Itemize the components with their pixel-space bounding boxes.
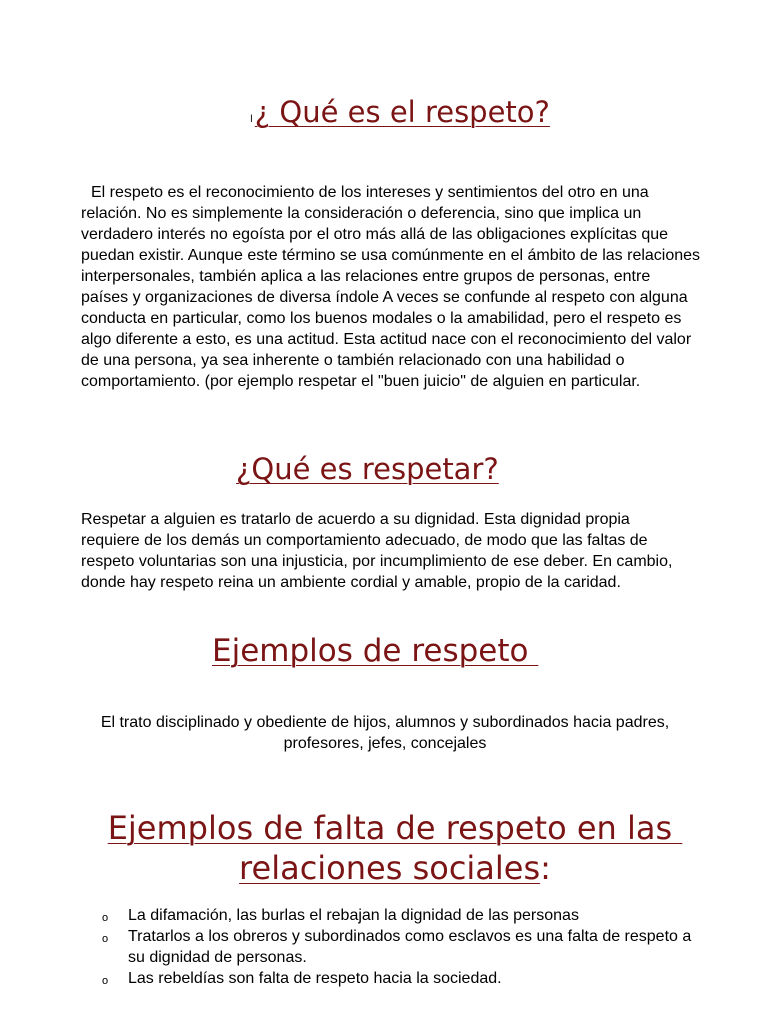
bullet-icon: o (102, 975, 109, 987)
list-item (100, 905, 700, 926)
list-item (100, 926, 700, 968)
paragraph-respetar: Respetar a alguien es tratarlo de acuerdo a su dignidad. Esta dignidad propia requiere de los demás un comportamiento adecuado, de modo que las faltas de respeto voluntarias son una injusticia, por incumplimiento de ese deber. En cambio, donde hay respeto reina un ambiente cordial y amable, propio de la caridad. (81, 511, 673, 591)
heading-ejemplos-de-respeto: Ejemplos de respeto (212, 633, 539, 669)
heading-line-1: Ejemplos de falta de respeto en las (107, 809, 683, 847)
bullet-icon: o (102, 912, 109, 924)
paragraph-definicion-respeto: El respeto es el reconocimiento de los intereses y sentimientos del otro en una relación. No es simplemente la consideración o deferencia, sino que implica un verdadero interés no egoísta por el otro más allá de las obligaciones explícitas que puedan existir. Aunque este término se usa comúnmente en el ámbito de las relaciones interpersonales, también aplica a las relaciones entre grupos de personas, entre países y organizaciones de diversa índole A veces se confunde al respeto con alguna conducta en particular, como los buenos modales o la amabilidad, pero el respeto es algo diferente a esto, es una actitud. Esta actitud nace con el reconocimiento del valor de una persona, ya sea inherente o también relacionado con una habilidad o comportamiento. (por ejemplo respetar el "buen juicio" de alguien en particular. (81, 184, 701, 390)
heading-ejemplos-falta-respeto (40, 808, 750, 888)
heading-que-es-respetar: ¿Qué es respetar? (236, 452, 499, 486)
lista-faltas-respeto (100, 905, 700, 989)
list-item-text: Tratarlos a los obreros y subordinados como esclavos es una falta de respeto a su dignidad de personas. (128, 928, 692, 966)
paragraph-ejemplo-respeto: El trato disciplinado y obediente de hijos, alumnos y subordinados hacia padres, profesores, jefes, concejales (100, 714, 670, 752)
heading-text: ¿ Qué es el respeto? (254, 95, 550, 129)
list-item-text: Las rebeldías son falta de respeto hacia la sociedad. (128, 970, 502, 987)
list-item (100, 968, 700, 989)
heading-que-es-el-respeto (250, 92, 550, 140)
heading-marker: l (250, 114, 253, 125)
bullet-icon: o (102, 933, 109, 945)
heading-line-2: relaciones sociales: (239, 849, 551, 887)
list-item-text: La difamación, las burlas el rebajan la dignidad de las personas (128, 907, 579, 924)
